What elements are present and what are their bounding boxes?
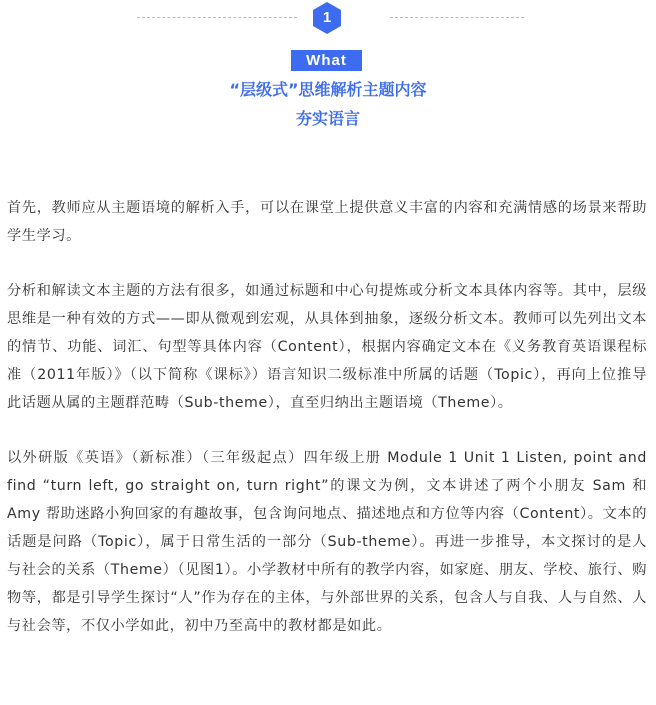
divider-right [390,17,524,18]
paragraph-example: 以外研版《英语》（新标准）（三年级起点）四年级上册 Module 1 Unit 1 Listen, point and find “turn left, go straight on, turn right”的课文为例，文本讲述了两个小朋友 Sam 和 Amy 帮助迷路小狗回家的有趣故事，包含询问地点、描述地点和方位等内容（Content）。文本的话题是问路（Topic），属于日常生活的一部分（Sub-theme）。再进一步推导，本文探讨的是人与社会的关系（Theme）（见图1）。小学教材中所有的教学内容，如家庭、朋友、学校、旅行、购物等，都是引导学生探讨“人”作为存在的主体，与外部世界的关系，包含人与自我、人与自然、人与社会等，不仅小学如此，初中乃至高中的教材都是如此。 [7,450,647,634]
article-body [7,194,647,667]
section-label: What [291,50,362,71]
section-title-line1: “层级式”思维解析主题内容 [229,80,427,99]
paragraph-intro: 首先，教师应从主题语境的解析入手，可以在课堂上提供意义丰富的内容和充满情感的场景来帮助学生学习。 [7,200,647,244]
divider-left [137,17,297,18]
section-number-badge [311,1,343,35]
section-header [0,0,656,140]
section-title-line2: 夯实语言 [295,109,360,128]
section-number: 1 [322,9,332,26]
paragraph-method: 分析和解读文本主题的方法有很多，如通过标题和中心句提炼或分析文本具体内容等。其中，层级思维是一种有效的方式——即从微观到宏观，从具体到抽象，逐级分析文本。教师可以先列出文本的情节、功能、词汇、句型等具体内容（Content），根据内容确定文本在《义务教育英语课程标准（2011年版）》（以下简称《课标》）语言知识二级标准中所属的话题（Topic），再向上位推导此话题从属的主题群范畴（Sub-theme），直至归纳出主题语境（Theme）。 [7,283,647,411]
